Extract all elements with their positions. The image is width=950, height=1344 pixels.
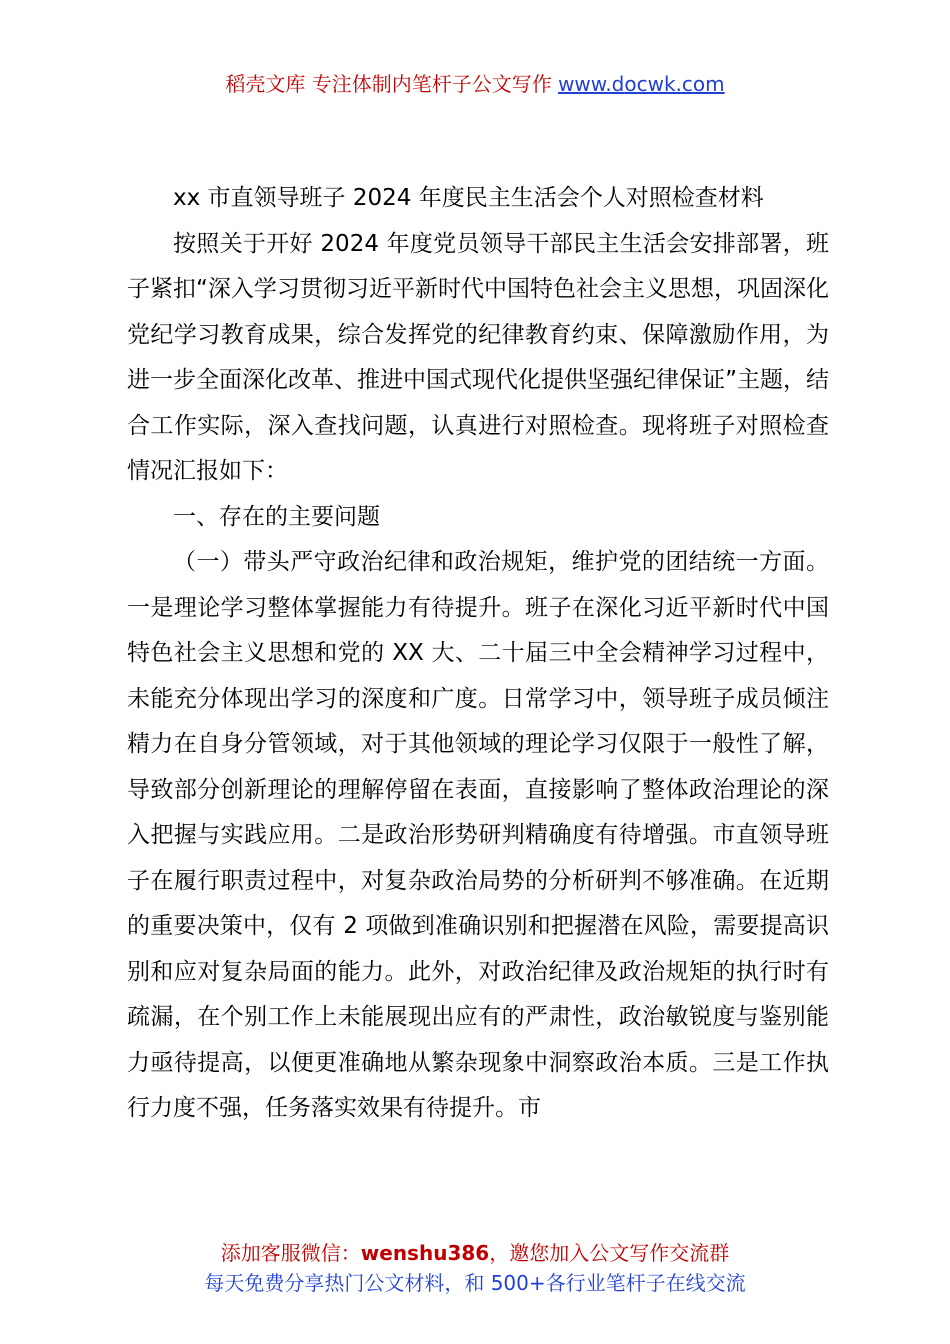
document-body [127, 176, 829, 1132]
header-website-link[interactable]: www.docwk.com [558, 72, 725, 96]
section-heading: 一、存在的主要问题 [173, 503, 380, 530]
header-brand-text: 稻壳文库 专注体制内笔杆子公文写作 [225, 72, 559, 96]
page-footer [0, 1238, 950, 1298]
footer-wechat-id: wenshu386 [360, 1241, 490, 1265]
document-title: xx 市直领导班子 2024 年度民主生活会个人对照检查材料 [173, 185, 764, 211]
footer-contact-prefix: 添加客服微信： [220, 1241, 361, 1265]
footer-contact-suffix: ，邀您加入公文写作交流群 [489, 1241, 730, 1265]
page-header [0, 70, 950, 98]
section-paragraph: （一）带头严守政治纪律和政治规矩，维护党的团结统一方面。一是理论学习整体掌握能力有待提升。班子在深化习近平新时代中国特色社会主义思想和党的 XX 大、二十届三中全会精神学习过程中，未能充分体现出学习的深度和广度。日常学习中，领导班子成员倾注精力在自身分管领域，对于其他领域的理论学习仅限于一般性了解，导致部分创新理论的理解停留在表面，直接影响了整体政治理论的深入把握与实践应用。二是政治形势研判精确度有待增强。市直领导班子在履行职责过程中，对复杂政治局势的分析研判不够准确。在近期的重要决策中，仅有 2 项做到准确识别和把握潜在风险，需要提高识别和应对复杂局面的能力。此外，对政治纪律及政治规矩的执行时有疏漏，在个别工作上未能展现出应有的严肃性，政治敏锐度与鉴别能力亟待提高，以便更准确地从繁杂现象中洞察政治本质。三是工作执行力度不强，任务落实效果有待提升。市 [127, 549, 829, 1121]
footer-promo-line: 每天免费分享热门公文材料，和 500+各行业笔杆子在线交流 [204, 1271, 746, 1295]
footer-contact-line [0, 1238, 950, 1268]
intro-paragraph: 按照关于开好 2024 年度党员领导干部民主生活会安排部署，班子紧扣“深入学习贯彻习近平新时代中国特色社会主义思想，巩固深化党纪学习教育成果，综合发挥党的纪律教育约束、保障激励作用，为进一步全面深化改革、推进中国式现代化提供坚强纪律保证”主题，结合工作实际，深入查找问题，认真进行对照检查。现将班子对照检查情况汇报如下： [127, 230, 829, 484]
